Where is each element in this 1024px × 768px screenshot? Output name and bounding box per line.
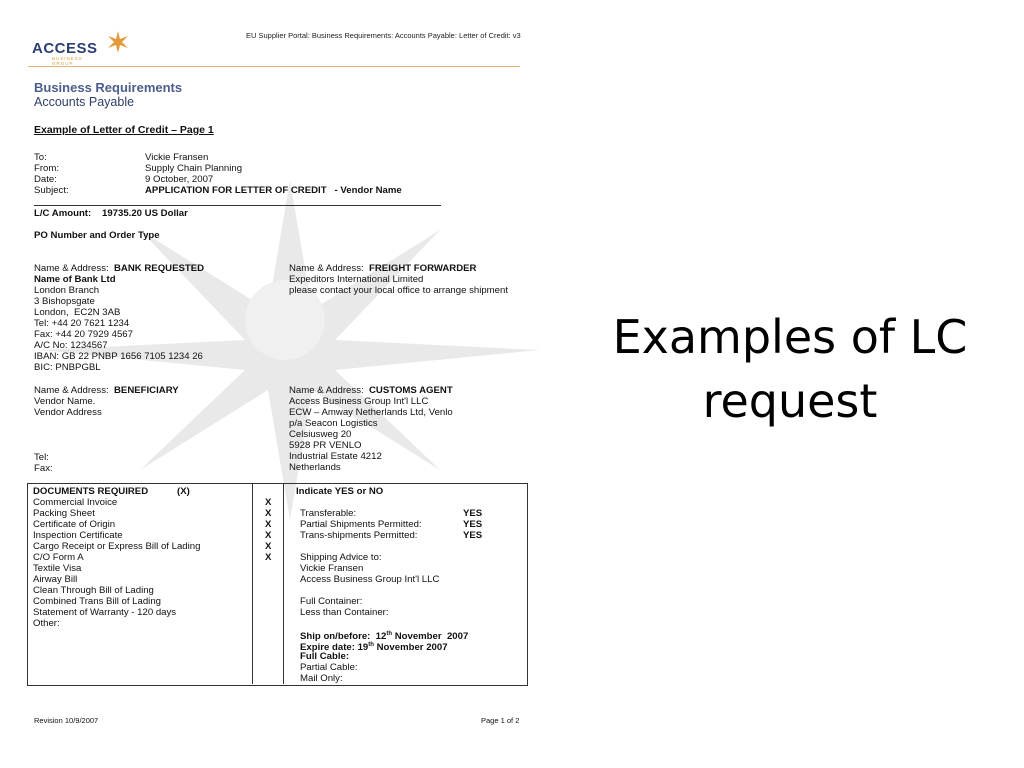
document-item: Textile Visa [33, 563, 82, 574]
bank-line: London, EC2N 3AB [34, 307, 121, 318]
customs-line: Netherlands [289, 462, 341, 473]
footer-revision: Revision 10/9/2007 [34, 716, 99, 725]
beneficiary-line: Vendor Name. [34, 396, 96, 407]
bank-label [34, 263, 204, 274]
document-mark: X [265, 541, 272, 552]
memo-value-from: Supply Chain Planning [145, 163, 243, 174]
memo-value-date: 9 October, 2007 [145, 174, 214, 185]
po-number-line: PO Number and Order Type [34, 230, 160, 241]
forwarder-title: FREIGHT FORWARDER [369, 263, 477, 274]
memo-value-to: Vickie Fransen [145, 152, 209, 163]
document-mark: X [265, 552, 272, 563]
full-container-label: Full Container: [300, 596, 363, 607]
bank-line: BIC: PNBPGBL [34, 362, 101, 373]
document-item: C/O Form A [33, 552, 84, 563]
ship-before-text: Ship on/before: 12 [300, 631, 387, 643]
customs-title: CUSTOMS AGENT [369, 385, 453, 396]
heading-accounts-payable: Accounts Payable [34, 95, 135, 109]
option-label: Partial Shipments Permitted: [300, 519, 422, 530]
lc-amount-label: L/C Amount: [34, 208, 92, 219]
forwarder-line: Expeditors International Limited [289, 274, 424, 285]
yes-no-header: Indicate YES or NO [296, 486, 384, 497]
heading-business-requirements: Business Requirements [34, 80, 183, 95]
customs-line: Celsiusweg 20 [289, 429, 352, 440]
option-value: YES [463, 508, 483, 519]
document-mark: X [265, 519, 272, 530]
shipping-advice-line: Access Business Group Int'l LLC [300, 574, 440, 585]
full-cable-label: Full Cable: [300, 651, 350, 662]
customs-label-text: Name & Address: [289, 385, 364, 396]
beneficiary-label [34, 385, 179, 396]
customs-line: Industrial Estate 4212 [289, 451, 382, 462]
lc-amount-value: 19735.20 US Dollar [102, 208, 188, 219]
customs-line: Access Business Group Int'l LLC [289, 396, 429, 407]
bank-line: 3 Bishopsgate [34, 296, 95, 307]
option-label: Transferable: [300, 508, 357, 519]
partial-cable-label: Partial Cable: [300, 662, 358, 673]
bank-line: IBAN: GB 22 PNBP 1656 7105 1234 26 [34, 351, 203, 362]
memo-divider [34, 205, 441, 206]
bank-line: A/C No: 1234567 [34, 340, 108, 351]
expire-date-text: Expire date: 19 [300, 642, 369, 654]
bank-line: Name of Bank Ltd [34, 274, 116, 285]
documents-mark-header: (X) [177, 486, 190, 497]
footer-page-number: Page 1 of 2 [481, 716, 520, 725]
customs-line: ECW – Amway Netherlands Ltd, Venlo [289, 407, 453, 418]
customs-line: p/a Seacon Logistics [289, 418, 378, 429]
option-value: YES [463, 530, 483, 541]
document-item: Cargo Receipt or Express Bill of Lading [33, 541, 201, 552]
bank-line: Fax: +44 20 7929 4567 [34, 329, 133, 340]
bank-line: Tel: +44 20 7621 1234 [34, 318, 130, 329]
table-column-divider [252, 484, 253, 684]
document-item: Certificate of Origin [33, 519, 116, 530]
logo-wordmark: ACCESS [32, 40, 98, 57]
bank-title: BANK REQUESTED [114, 263, 205, 274]
memo-label-date: Date: [34, 174, 57, 185]
document-mark: X [265, 530, 272, 541]
beneficiary-title: BENEFICIARY [114, 385, 179, 396]
memo-label-to: To: [34, 152, 47, 163]
document-item: Inspection Certificate [33, 530, 123, 541]
forwarder-label [289, 263, 476, 274]
forwarder-line: please contact your local office to arrange shipment [289, 285, 509, 296]
beneficiary-label-text: Name & Address: [34, 385, 109, 396]
shipping-advice-line: Vickie Fransen [300, 563, 364, 574]
memo-value-subject: APPLICATION FOR LETTER OF CREDIT - Vendor Name [145, 185, 402, 196]
logo-subtext: BUSINESS GROUP [52, 56, 83, 66]
document-item: Other: [33, 618, 60, 629]
document-item: Airway Bill [33, 574, 78, 585]
document-item: Clean Through Bill of Lading [33, 585, 154, 596]
option-value: YES [463, 519, 483, 530]
beneficiary-line: Vendor Address [34, 407, 102, 418]
documents-header: DOCUMENTS REQUIRED [33, 486, 149, 497]
slide-title: Examples of LC request [612, 310, 968, 428]
running-title: EU Supplier Portal: Business Requirements: Accounts Payable: Letter of Credit: v3 [246, 31, 521, 40]
document-item: Commercial Invoice [33, 497, 118, 508]
memo-label-subject: Subject: [34, 185, 69, 196]
example-title: Example of Letter of Credit – Page 1 [34, 124, 214, 136]
bank-line: London Branch [34, 285, 100, 296]
bank-label-text: Name & Address: [34, 263, 109, 274]
forwarder-label-text: Name & Address: [289, 263, 364, 274]
less-container-label: Less than Container: [300, 607, 389, 618]
ship-before-rest: November 2007 [392, 631, 469, 643]
ship-before-sup: th [386, 631, 393, 637]
shipping-advice-label: Shipping Advice to: [300, 552, 382, 563]
document-item: Packing Sheet [33, 508, 95, 519]
expire-date-rest: November 2007 [373, 642, 448, 654]
document-item: Combined Trans Bill of Lading [33, 596, 161, 607]
memo-label-from: From: [34, 163, 60, 174]
header-divider [28, 66, 520, 67]
document-mark: X [265, 508, 272, 519]
option-label: Trans-shipments Permitted: [300, 530, 418, 541]
table-column-divider [283, 484, 284, 684]
customs-label [289, 385, 453, 396]
expire-date-sup: th [368, 642, 374, 648]
document-mark: X [265, 497, 272, 508]
document-item: Statement of Warranty - 120 days [33, 607, 177, 618]
customs-line: 5928 PR VENLO [289, 440, 362, 451]
mail-only-label: Mail Only: [300, 673, 343, 684]
beneficiary-tel: Tel: [34, 452, 49, 463]
beneficiary-fax: Fax: [34, 463, 53, 474]
